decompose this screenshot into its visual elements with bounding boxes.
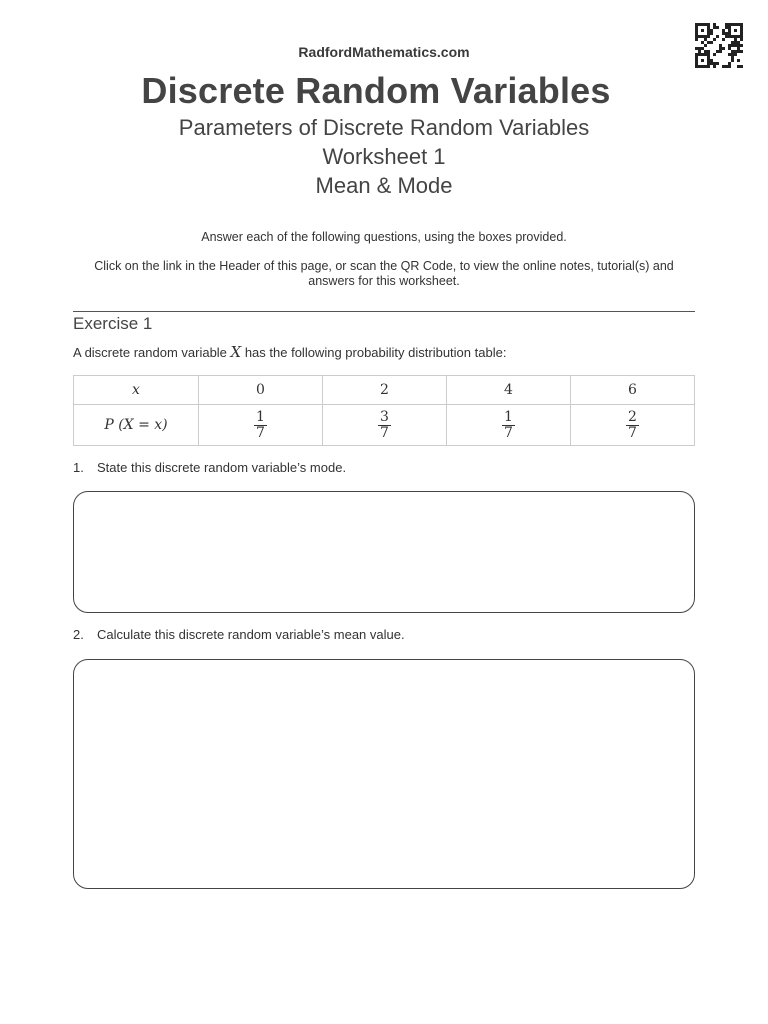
subtitle-line-1: Parameters of Discrete Random Variables bbox=[178, 115, 590, 140]
question-text: Calculate this discrete random variable’s mean value. bbox=[97, 627, 405, 642]
question-number: 1. bbox=[73, 460, 84, 475]
site-name: RadfordMathematics.com bbox=[298, 44, 470, 60]
subtitle-line-2: Worksheet 1 bbox=[322, 144, 446, 169]
fraction bbox=[254, 410, 267, 441]
question-2 bbox=[73, 627, 405, 642]
fraction-numerator: 3 bbox=[380, 409, 389, 425]
page-title: Discrete Random Variables bbox=[141, 70, 611, 111]
table-cell-x: 6 bbox=[571, 376, 695, 405]
fraction bbox=[502, 410, 515, 441]
answer-box-2[interactable] bbox=[73, 659, 695, 889]
table-cell-x: 0 bbox=[199, 376, 323, 405]
fraction-denominator: 7 bbox=[256, 425, 265, 441]
instruction-answer: Answer each of the following questions, using the boxes provided. bbox=[201, 230, 567, 244]
fraction-denominator: 7 bbox=[380, 425, 389, 441]
question-number: 2. bbox=[73, 627, 84, 642]
section-divider bbox=[73, 311, 695, 312]
qr-module bbox=[740, 65, 743, 68]
probability-distribution-table bbox=[73, 375, 695, 446]
table-row-x bbox=[74, 376, 695, 405]
table-cell-probability bbox=[447, 405, 571, 446]
fraction bbox=[626, 410, 639, 441]
subtitle-line-3: Mean & Mode bbox=[315, 173, 453, 198]
table-cell-x: 2 bbox=[323, 376, 447, 405]
table-header-probability: P (X = x) bbox=[74, 405, 199, 446]
exercise-description bbox=[73, 343, 506, 361]
instruction-link: Click on the link in the Header of this page, or scan the QR Code, to view the online notes, tutorial(s) and answers for this worksheet. bbox=[94, 259, 674, 288]
table-cell-probability bbox=[199, 405, 323, 446]
fraction-denominator: 7 bbox=[504, 425, 513, 441]
fraction-denominator: 7 bbox=[628, 425, 637, 441]
table-cell-x: 4 bbox=[447, 376, 571, 405]
table-row-probability bbox=[74, 405, 695, 446]
fraction-numerator: 2 bbox=[628, 409, 637, 425]
fraction-numerator: 1 bbox=[504, 409, 513, 425]
fraction-numerator: 1 bbox=[256, 409, 265, 425]
fraction bbox=[378, 410, 391, 441]
table-cell-probability bbox=[571, 405, 695, 446]
table-cell-probability bbox=[323, 405, 447, 446]
answer-box-1[interactable] bbox=[73, 491, 695, 613]
question-text: State this discrete random variable’s mode. bbox=[97, 460, 347, 475]
question-1 bbox=[73, 460, 346, 475]
description-text-before: A discrete random variable bbox=[73, 345, 231, 360]
table-header-x: x bbox=[74, 376, 199, 405]
random-variable-symbol: X bbox=[230, 343, 242, 361]
exercise-title: Exercise 1 bbox=[73, 314, 153, 333]
description-text-after: has the following probability distribution table: bbox=[241, 345, 507, 360]
